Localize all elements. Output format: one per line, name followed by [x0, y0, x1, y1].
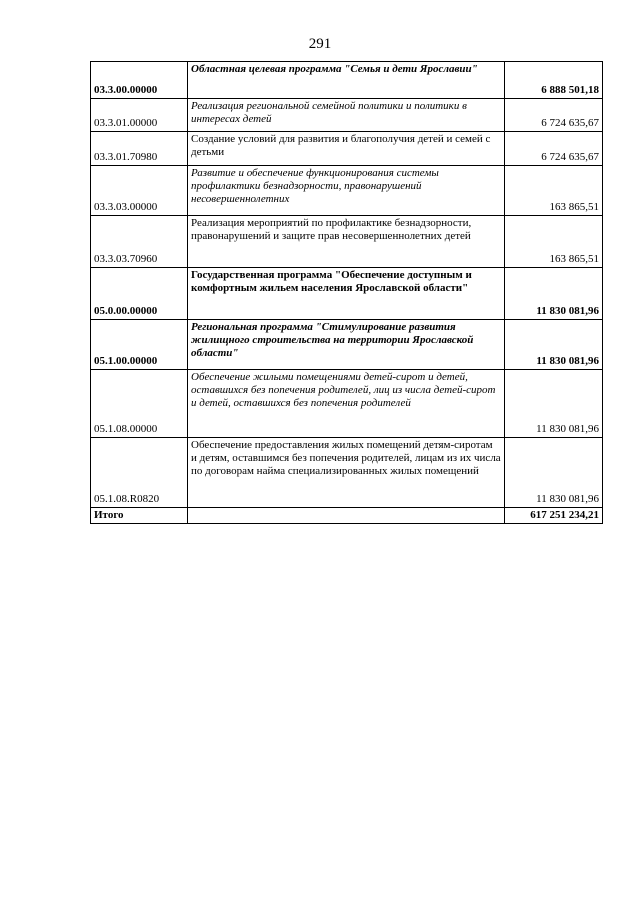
row-amount: 163 865,51	[505, 166, 603, 216]
row-code: 05.1.00.00000	[91, 320, 188, 370]
row-code: 03.3.00.00000	[91, 62, 188, 99]
row-name: Реализация мероприятий по профилактике безнадзорности, правонарушений и защите прав несовершеннолетних детей	[188, 216, 505, 268]
row-amount: 6 724 635,67	[505, 99, 603, 132]
row-code: 05.0.00.00000	[91, 268, 188, 320]
row-name: Региональная программа "Стимулирование развития жилищного строительства на территории Ярославской области"	[188, 320, 505, 370]
table-row	[91, 268, 603, 320]
row-name: Государственная программа "Обеспечение доступным и комфортным жильем населения Ярославской области"	[188, 268, 505, 320]
table-row	[91, 370, 603, 438]
row-code: 05.1.08.00000	[91, 370, 188, 438]
row-code: 03.3.01.00000	[91, 99, 188, 132]
row-code: 05.1.08.R0820	[91, 438, 188, 508]
table-row	[91, 320, 603, 370]
total-label: Итого	[91, 508, 188, 524]
row-amount: 163 865,51	[505, 216, 603, 268]
row-code: 03.3.03.70960	[91, 216, 188, 268]
row-name: Обеспечение предоставления жилых помещений детям-сиротам и детям, оставшимся без попечения родителей, лицам из их числа по договорам найма специализированных жилых помещений	[188, 438, 505, 508]
row-name: Областная целевая программа "Семья и дети Ярославии"	[188, 62, 505, 99]
row-amount: 11 830 081,96	[505, 320, 603, 370]
table-row	[91, 166, 603, 216]
row-name: Обеспечение жилыми помещениями детей-сирот и детей, оставшихся без попечения родителей, лиц из числа детей-сирот и детей, оставшихся без попечения родителей	[188, 370, 505, 438]
table-row	[91, 438, 603, 508]
budget-table	[90, 61, 603, 524]
table-row	[91, 216, 603, 268]
table-row	[91, 132, 603, 166]
row-amount: 11 830 081,96	[505, 438, 603, 508]
total-amount: 617 251 234,21	[505, 508, 603, 524]
row-amount: 11 830 081,96	[505, 268, 603, 320]
row-amount: 11 830 081,96	[505, 370, 603, 438]
row-name: Реализация региональной семейной политики и политики в интересах детей	[188, 99, 505, 132]
table-row	[91, 99, 603, 132]
row-code: 03.3.03.00000	[91, 166, 188, 216]
row-name: Развитие и обеспечение функционирования системы профилактики безнадзорности, правонарушений несовершеннолетних	[188, 166, 505, 216]
row-amount: 6 888 501,18	[505, 62, 603, 99]
row-name: Создание условий для развития и благополучия детей и семей с детьми	[188, 132, 505, 166]
table-body	[91, 62, 603, 524]
page-number: 291	[308, 36, 332, 52]
row-amount: 6 724 635,67	[505, 132, 603, 166]
row-code: 03.3.01.70980	[91, 132, 188, 166]
total-row	[91, 508, 603, 524]
total-spacer	[188, 508, 505, 524]
table-row	[91, 62, 603, 99]
